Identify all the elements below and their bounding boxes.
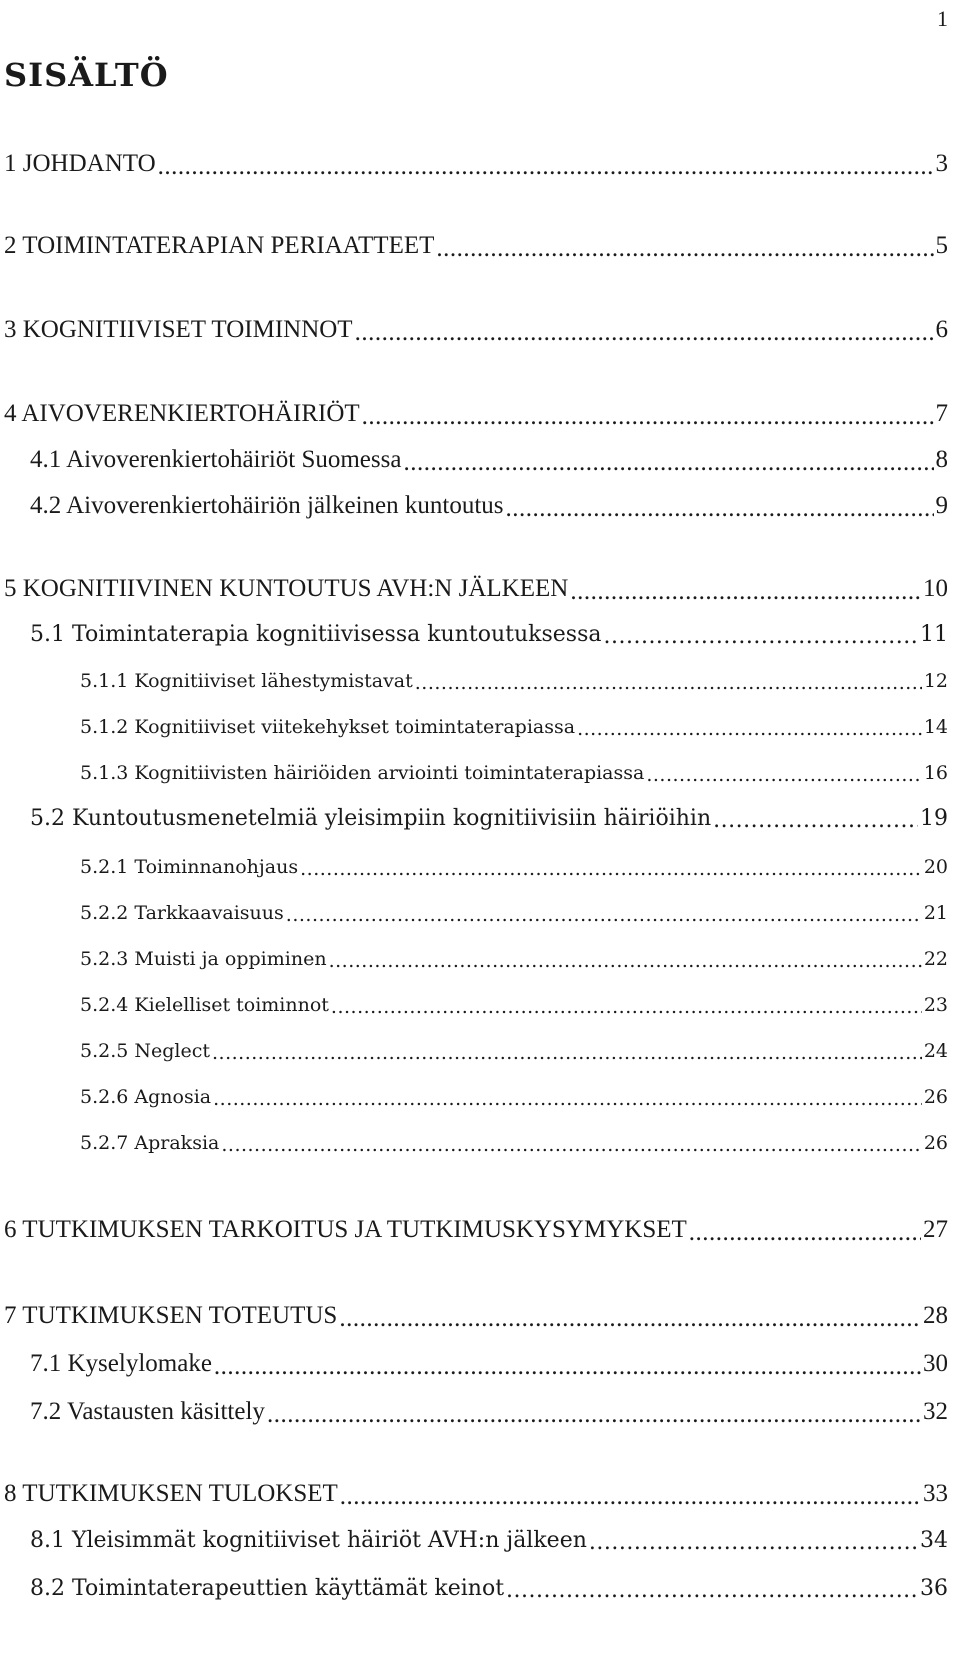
toc-entry[interactable] <box>4 1480 948 1508</box>
toc-leader <box>506 1578 918 1600</box>
toc-entry-page: 24 <box>923 1040 948 1062</box>
toc-entry[interactable] <box>4 575 948 603</box>
toc-entry[interactable] <box>30 446 948 474</box>
toc-entry-text: 4 AIVOVERENKIERTOHÄIRIÖT <box>4 400 360 427</box>
toc-entry[interactable] <box>80 1086 948 1108</box>
toc-entry[interactable] <box>30 622 948 647</box>
toc-leader <box>713 808 918 830</box>
toc-leader <box>506 495 934 520</box>
toc-entry-page: 14 <box>923 716 948 738</box>
toc-entry-text: 8.1 Yleisimmät kognitiiviset häiriöt AVH:n jälkeen <box>30 1528 587 1553</box>
toc-leader <box>646 764 921 783</box>
toc-leader <box>213 1088 922 1107</box>
toc-entry-text: 5.1.1 Kognitiiviset lähestymistavat <box>80 670 413 692</box>
toc-entry-page: 11 <box>920 622 948 647</box>
toc-leader <box>577 718 922 737</box>
toc-entry-text: 5.2.7 Apraksia <box>80 1132 220 1154</box>
toc-entry-page: 27 <box>923 1216 948 1243</box>
toc-entry-page: 33 <box>923 1480 948 1507</box>
toc-leader <box>570 578 921 603</box>
toc-entry-page: 26 <box>923 1086 948 1108</box>
toc-entry-page: 20 <box>923 856 948 878</box>
toc-entry-page: 30 <box>923 1350 948 1377</box>
toc-entry-page: 5 <box>935 232 948 259</box>
toc-entry[interactable] <box>80 856 948 878</box>
toc-entry-page: 26 <box>923 1132 948 1154</box>
toc-leader <box>221 1134 921 1153</box>
toc-entry-text: 6 TUTKIMUKSEN TARKOITUS JA TUTKIMUSKYSYMYKSET <box>4 1216 687 1243</box>
toc-leader <box>267 1401 921 1426</box>
toc-leader <box>214 1353 921 1378</box>
toc-entry-text: 5.2.6 Agnosia <box>80 1086 212 1108</box>
toc-entry-text: 5.2.4 Kielelliset toiminnot <box>80 994 329 1016</box>
toc-entry[interactable] <box>4 1302 948 1330</box>
toc-entry-page: 32 <box>923 1398 948 1425</box>
toc-entry[interactable] <box>30 1350 948 1378</box>
toc-entry-text: 4.1 Aivoverenkiertohäiriöt Suomessa <box>30 446 402 473</box>
toc-entry-text: 1 JOHDANTO <box>4 150 156 177</box>
toc-entry[interactable] <box>4 1216 948 1244</box>
toc-entry[interactable] <box>4 150 948 178</box>
toc-leader <box>436 235 933 260</box>
toc-entry-text: 5.2.3 Muisti ja oppiminen <box>80 948 327 970</box>
toc-entry-page: 10 <box>923 575 948 602</box>
toc-entry[interactable] <box>80 716 948 738</box>
toc-entry-text: 4.2 Aivoverenkiertohäiriön jälkeinen kuntoutus <box>30 492 504 519</box>
toc-entry-text: 5.2 Kuntoutusmenetelmiä yleisimpiin kognitiivisiin häiriöihin <box>30 806 712 831</box>
toc-entry-page: 12 <box>923 670 948 692</box>
toc-entry-text: 8.2 Toimintaterapeuttien käyttämät keinot <box>30 1576 505 1601</box>
toc-entry[interactable] <box>80 1040 948 1062</box>
toc-leader <box>589 1530 918 1552</box>
toc-entry-text: 7 TUTKIMUKSEN TOTEUTUS <box>4 1302 338 1329</box>
toc-entry-page: 3 <box>935 150 948 177</box>
toc-entry-page: 36 <box>920 1576 948 1601</box>
toc-entry[interactable] <box>80 902 948 924</box>
toc-entry[interactable] <box>4 232 948 260</box>
toc-entry[interactable] <box>30 492 948 520</box>
toc-entry-text: 8 TUTKIMUKSEN TULOKSET <box>4 1480 338 1507</box>
toc-leader <box>212 1042 922 1061</box>
toc-leader <box>403 449 933 474</box>
toc-entry-page: 28 <box>923 1302 948 1329</box>
toc-entry-page: 34 <box>920 1528 948 1553</box>
toc-leader <box>158 153 934 178</box>
toc-entry[interactable] <box>80 948 948 970</box>
toc-entry[interactable] <box>4 400 948 428</box>
toc-entry-text: 5.1.2 Kognitiiviset viitekehykset toimintaterapiassa <box>80 716 576 738</box>
toc-entry-text: 2 TOIMINTATERAPIAN PERIAATTEET <box>4 232 435 259</box>
toc-entry-text: 5.2.5 Neglect <box>80 1040 211 1062</box>
toc-entry-text: 5 KOGNITIIVINEN KUNTOUTUS AVH:N JÄLKEEN <box>4 575 569 602</box>
toc-leader <box>415 672 922 691</box>
toc-entry-text: 5.2.1 Toiminnanohjaus <box>80 856 299 878</box>
toc-entry[interactable] <box>30 806 948 831</box>
toc-entry-page: 22 <box>923 948 948 970</box>
toc-leader <box>329 950 922 969</box>
toc-entry[interactable] <box>80 762 948 784</box>
toc-entry-text: 5.1 Toimintaterapia kognitiivisessa kuntoutuksessa <box>30 622 602 647</box>
toc-leader <box>300 858 922 877</box>
toc-leader <box>603 624 918 646</box>
toc-entry-page: 9 <box>935 492 948 519</box>
toc-entry-page: 23 <box>923 994 948 1016</box>
toc-entry-text: 7.1 Kyselylomake <box>30 1350 212 1377</box>
toc-leader <box>286 904 922 923</box>
page-number: 1 <box>937 6 948 31</box>
toc-leader <box>362 403 934 428</box>
toc-entry-text: 5.2.2 Tarkkaavaisuus <box>80 902 284 924</box>
toc-entry-page: 16 <box>923 762 948 784</box>
toc-entry[interactable] <box>80 994 948 1016</box>
toc-entry[interactable] <box>30 1576 948 1601</box>
toc-entry-page: 7 <box>935 400 948 427</box>
toc-entry-page: 21 <box>923 902 948 924</box>
toc-entry-text: 5.1.3 Kognitiivisten häiriöiden arviointi toimintaterapiassa <box>80 762 645 784</box>
toc-entry[interactable] <box>30 1398 948 1426</box>
toc-entry-page: 19 <box>920 806 948 831</box>
toc-leader <box>339 1305 921 1330</box>
toc-entry[interactable] <box>4 316 948 344</box>
toc-entry-text: 3 KOGNITIIVISET TOIMINNOT <box>4 316 353 343</box>
toc-leader <box>340 1483 921 1508</box>
toc-entry-text: 7.2 Vastausten käsittely <box>30 1398 265 1425</box>
toc-leader <box>331 996 922 1015</box>
toc-entry[interactable] <box>80 1132 948 1154</box>
toc-entry-page: 6 <box>935 316 948 343</box>
toc-leader <box>355 319 934 344</box>
toc-leader <box>689 1219 921 1244</box>
page-title: SISÄLTÖ <box>4 56 169 94</box>
toc-entry[interactable] <box>30 1528 948 1553</box>
toc-entry-page: 8 <box>935 446 948 473</box>
toc-entry[interactable] <box>80 670 948 692</box>
